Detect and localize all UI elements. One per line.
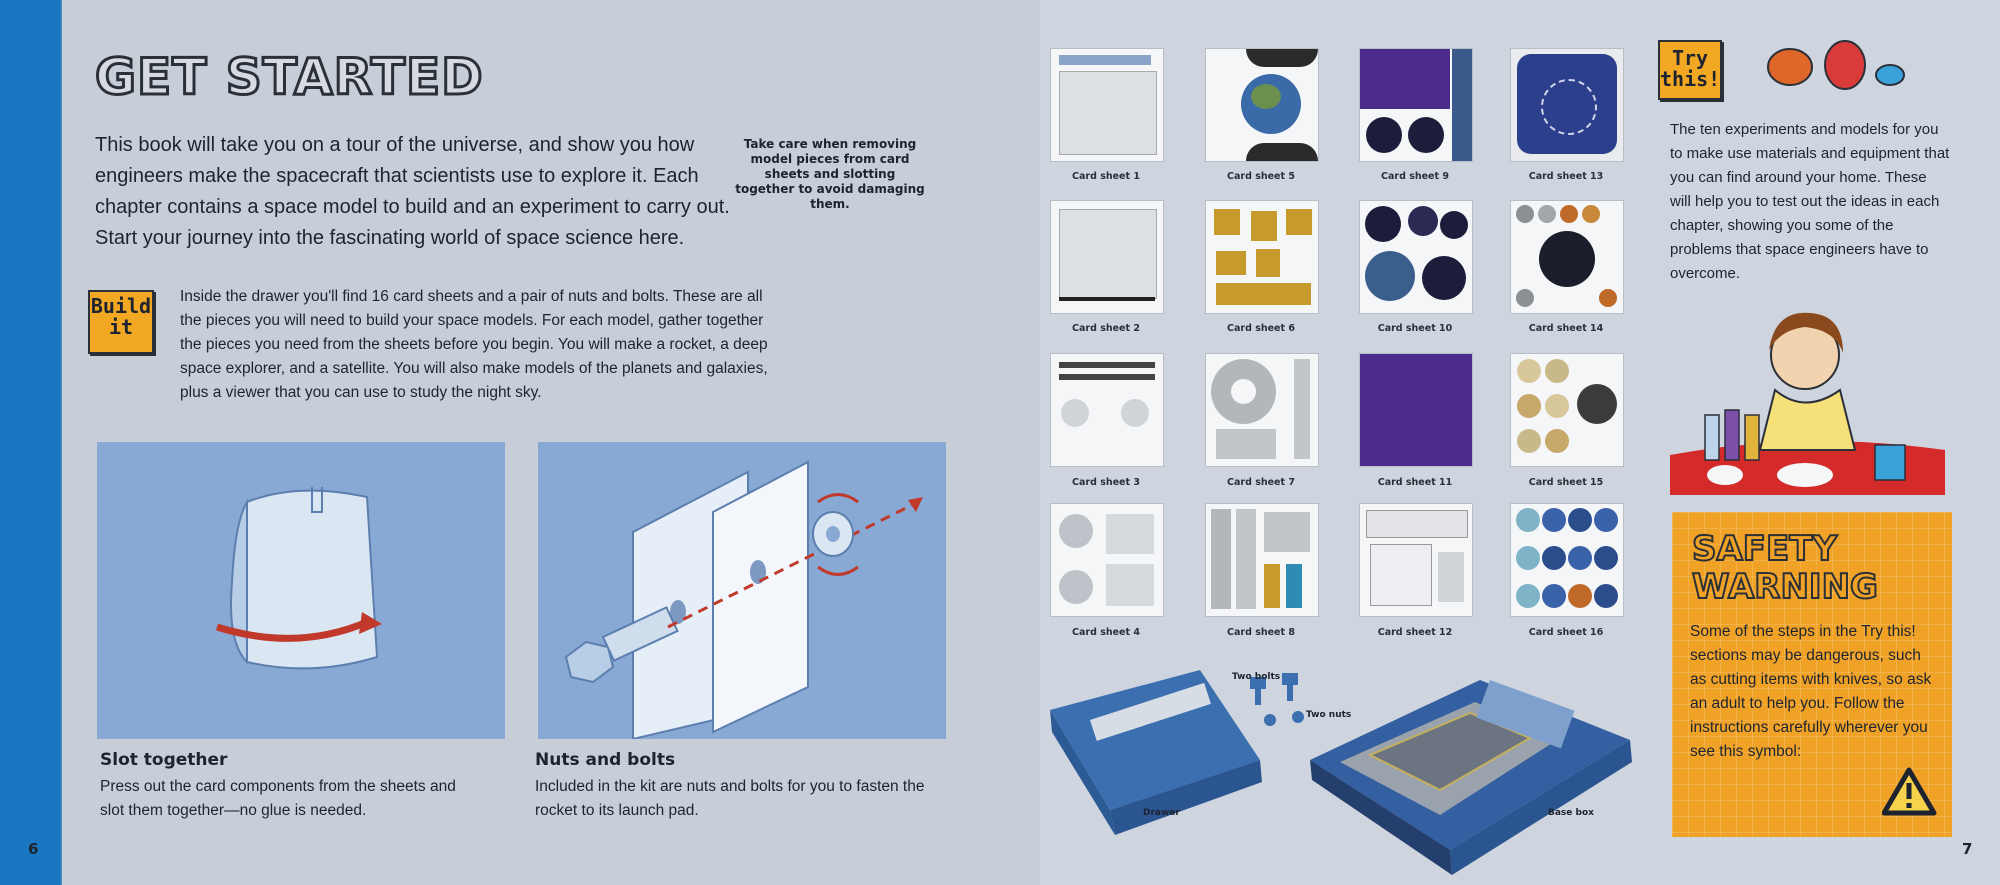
card-sheet-thumbnail (1205, 200, 1319, 314)
build-it-badge: Build it (88, 290, 154, 354)
page-number-right: 7 (1962, 840, 1973, 858)
drawer-label: Drawer (1143, 808, 1180, 818)
card-sheet-thumbnail (1205, 48, 1319, 162)
base-box-label: Base box (1548, 808, 1594, 818)
card-sheet-label: Card sheet 14 (1528, 323, 1604, 334)
intro-paragraph: This book will take you on a tour of the universe, and show you how engineers make the spacecraft that scientists use to explore it. Each chapter contains a space model to build and an experiment to carry out. Start your journey into the fascinating world of space science here. (95, 134, 730, 249)
card-sheet-thumbnail (1359, 48, 1473, 162)
card-sheet-label: Card sheet 4 (1072, 627, 1140, 638)
card-sheet-thumbnail (1050, 48, 1164, 162)
caution-note: Take care when removing model pieces from card sheets and slotting together to avoid damaging them. (735, 137, 925, 211)
book-spine (0, 0, 62, 885)
card-sheet-thumbnail (1359, 200, 1473, 314)
card-sheet-thumbnail (1050, 353, 1164, 467)
card-sheet-thumbnail (1510, 353, 1624, 467)
card-sheet-label: Card sheet 2 (1072, 323, 1140, 334)
card-sheet-label: Card sheet 6 (1227, 323, 1295, 334)
card-sheet-label: Card sheet 5 (1227, 171, 1295, 182)
card-sheet-label: Card sheet 13 (1528, 171, 1604, 182)
try-this-text: The ten experiments and models for you to make use materials and equipment that you can find around your home. These will help you to test out the ideas in each chapter, showing you some of the problems that space engineers have to overcome. (1670, 121, 1950, 282)
slot-together-heading: Slot together (100, 750, 228, 770)
nuts-and-bolts-illustration (538, 442, 946, 739)
safety-warning-text: Some of the steps in the Try this! sections may be dangerous, such as cutting items with knives, so ask an adult to help you. Follow the instructions carefully wherever you see this symbol: (1690, 623, 1932, 760)
card-sheet-thumbnail (1510, 503, 1624, 617)
warning-triangle-icon (1882, 767, 1937, 817)
card-sheet-thumbnail (1050, 200, 1164, 314)
build-it-text: Inside the drawer you'll find 16 card sheets and a pair of nuts and bolts. These are all the pieces you will need to build your space models. For each model, gather together the pieces you need from the sheets before you begin. You will make a rocket, a deep space explorer, and a satellite. You will also make models of the planets and galaxies, plus a viewer that you can use to study the night sky. (180, 288, 768, 401)
card-sheet-label: Card sheet 10 (1377, 323, 1453, 334)
nuts-and-bolts-heading: Nuts and bolts (535, 750, 676, 770)
two-nuts-label: Two nuts (1306, 710, 1352, 720)
card-sheet-label: Card sheet 3 (1072, 477, 1140, 488)
card-sheet-label: Card sheet 12 (1377, 627, 1453, 638)
safety-warning-title: SAFETY WARNING (1692, 529, 1878, 607)
card-sheet-thumbnail (1510, 200, 1624, 314)
page-title: GET STARTED (95, 48, 484, 106)
card-sheet-thumbnail (1359, 353, 1473, 467)
slot-together-illustration (97, 442, 505, 739)
card-sheet-thumbnail (1050, 503, 1164, 617)
card-sheet-thumbnail (1205, 353, 1319, 467)
card-sheet-label: Card sheet 9 (1381, 171, 1449, 182)
page-number-left: 6 (28, 840, 39, 858)
card-sheet-label: Card sheet 11 (1377, 477, 1453, 488)
safety-warning-box (1672, 512, 1952, 837)
card-sheet-label: Card sheet 16 (1528, 627, 1604, 638)
card-sheet-thumbnail (1359, 503, 1473, 617)
card-sheet-label: Card sheet 8 (1227, 627, 1295, 638)
slot-together-text: Press out the card components from the sheets and slot them together—no glue is needed. (100, 778, 456, 819)
card-sheet-thumbnail (1510, 48, 1624, 162)
nuts-and-bolts-text: Included in the kit are nuts and bolts for you to fasten the rocket to its launch pad. (535, 778, 925, 819)
card-sheet-label: Card sheet 7 (1227, 477, 1295, 488)
card-sheet-thumbnail (1205, 503, 1319, 617)
try-this-badge: Try this! (1658, 40, 1722, 100)
two-bolts-label: Two bolts (1232, 672, 1281, 682)
card-sheet-label: Card sheet 15 (1528, 477, 1604, 488)
card-sheet-label: Card sheet 1 (1072, 171, 1140, 182)
